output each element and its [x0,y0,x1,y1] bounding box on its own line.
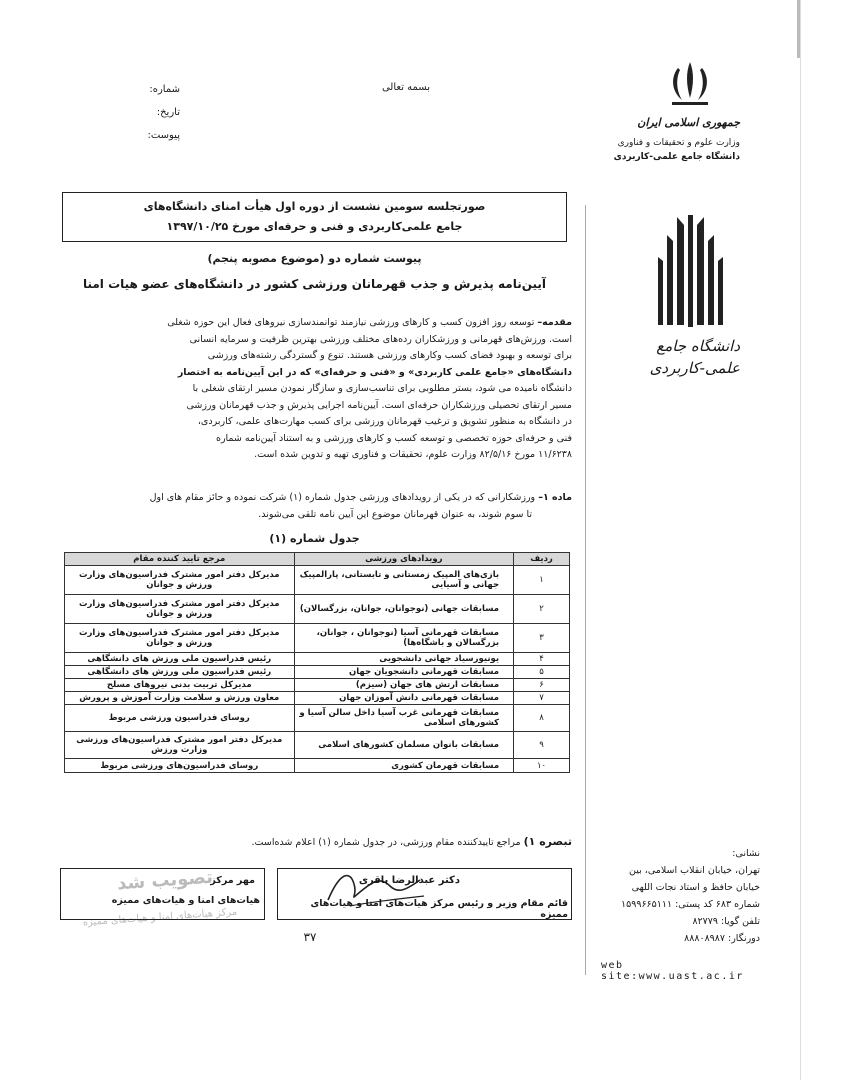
header-row-number: ردیف [514,553,570,566]
authority-cell: روسای فدراسیون‌های ورزشی مربوط [65,759,295,773]
seal-label: مهر مرکز [210,875,255,886]
row-number: ۲ [514,595,570,624]
university-logo-icon [655,205,725,330]
authority-cell: مدیرکل دفتر امور مشترک فدراسیون‌های ورزشی وزارت ورزش [65,732,295,759]
table-row [65,759,570,773]
table-row [65,692,570,705]
annex-title: پیوست شماره دو (موضوع مصوبه پنجم) [207,252,422,265]
website-link[interactable]: web site:www.uast.ac.ir [601,960,744,982]
intro-paragraph [62,315,572,464]
event-cell: مسابقات قهرمان کشوری [294,759,514,773]
table-row [65,595,570,624]
intro-line: توسعه روز افزون کسب و کارهای ورزشی نیازمند توانمندسازی نیروهای فعال این حوزه شغلی [167,317,535,328]
row-number: ۸ [514,705,570,732]
events-table [64,552,570,773]
event-cell: بازی‌های المپیک زمستانی و تابستانی، پارالمپیک جهانی و آسیایی [294,566,514,595]
address-block [600,845,760,947]
logo-text-line2: علمی-کاربردی [649,359,740,377]
article1-line: ورزشکارانی که در یکی از رویدادهای ورزشی جدول شماره (۱) شرکت نموده و حائز مقام های اول [149,492,536,503]
signer-role: قائم مقام وزیر و رئیس مرکز هیات‌های امنا و هیات‌های ممیزه [310,898,568,920]
note-1-label: تبصره ۱) [523,835,572,848]
table-row [65,624,570,653]
row-number: ۱ [514,566,570,595]
margin-divider [585,205,586,975]
intro-line: فنی و حرفه‌ای حوزه تخصصی و توسعه کسب و کارهای ورزشی و به استناد آیین‌نامه شماره [215,432,572,444]
note-1-text: مراجع تاییدکننده مقام ورزشی، در جدول شماره (۱) اعلام شده‌است. [251,837,521,848]
event-cell: مسابقات ارتش های جهان (سیزم) [294,679,514,692]
table-row [65,566,570,595]
intro-line: برای توسعه و بهبود فضای کسب وکارهای ورزشی هستند. تنوع و گستردگی رشته‌های ورزشی [207,350,572,361]
event-cell: مسابقات قهرمانی آسیا (نوجوانان ، جوانان، بزرگسالان و باشگاه‌ها) [294,624,514,653]
event-cell: مسابقات قهرمانی دانش آموزان جهان [294,692,514,705]
row-number: ۷ [514,692,570,705]
meeting-title-line2: جامع علمی‌کاربردی و فنی و حرفه‌ای مورخ ۱۳۹۷/۱۰/۲۵ [166,220,463,233]
signer-name: دکتر عبدالرضا باقری [358,875,460,886]
table-row [65,679,570,692]
table-row [65,732,570,759]
intro-line: در دانشگاه به منظور تشویق و ترغیب قهرمانان ورزشی برای کسب مهارت‌های علمی، کاربردی، [197,416,572,427]
row-number: ۱۰ [514,759,570,773]
authority-cell: مدیرکل دفتر امور مشترک فدراسیون‌های وزارت ورزش و جوانان [65,624,295,653]
row-number: ۴ [514,653,570,666]
stamp-subtext: مرکز هیات‌های امنا و هیات‌های ممیزه [82,906,238,929]
event-cell: مسابقات قهرمانی غرب آسیا داخل سالن آسیا و کشورهای اسلامی [294,705,514,732]
meeting-title-line1: صورتجلسه سومین نشست از دوره اول هیأت امنای دانشگاه‌های [143,200,486,213]
table-row [65,666,570,679]
address-line: شماره ۶۸۳ کد پستی: ۱۵۹۹۶۶۵۱۱۱ [621,899,760,910]
authority-cell: رئیس فدراسیون ملی ورزش های دانشگاهی [65,653,295,666]
table-row [65,653,570,666]
authority-cell: مدیرکل دفتر امور مشترک فدراسیون‌های وزارت ورزش و جوانان [65,595,295,624]
bismillah: بسمه تعالی [381,82,430,93]
seal-center-name: هیات‌های امنا و هیات‌های ممیزه [111,895,260,906]
iran-emblem-icon [660,58,720,114]
regulation-title: آیین‌نامه پذیرش و جذب قهرمانان ورزشی کشور در دانشگاه‌های عضو هیات امنا [82,277,547,291]
table-header-row [65,553,570,566]
intro-line: ۱۱/۶۲۳۸ مورخ ۸۲/۵/۱۶ وزارت علوم، تحقیقات و فناوری تهیه و تدوین شده است. [254,449,572,460]
intro-line: است. ورزش‌های قهرمانی و ورزشکاران رده‌های مختلف ورزشی بهترین ظرفیت و سرمایه انسانی [189,333,572,345]
table-row [65,705,570,732]
meeting-title-box [62,192,567,242]
event-cell: مسابقات جهانی (نوجوانان، جوانان، بزرگسالان) [294,595,514,624]
intro-label: مقدمه– [537,317,572,328]
event-cell: یونیورسیاد جهانی دانشجویی [294,653,514,666]
authority-cell: مدیرکل دفتر امور مشترک فدراسیون‌های وزارت ورزش و جوانان [65,566,295,595]
article1-line: تا سوم شوند، به عنوان قهرمانان موضوع این آیین نامه تلقی می‌شوند. [258,508,532,520]
fax-line: دورنگار: ۸۸۸۰۸۹۸۷ [684,933,760,944]
event-cell: مسابقات بانوان مسلمان کشورهای اسلامی [294,732,514,759]
authority-cell: مدیرکل تربیت بدنی نیروهای مسلح [65,679,295,692]
row-number: ۶ [514,679,570,692]
address-line: تهران، خیابان انقلاب اسلامی، بین [629,865,760,876]
table-caption: جدول شماره (۱) [269,532,360,545]
authority-cell: رئیس فدراسیون ملی ورزش های دانشگاهی [65,666,295,679]
article1-label: ماده ۱– [538,492,572,503]
row-number: ۳ [514,624,570,653]
event-cell: مسابقات قهرمانی دانشجویان جهان [294,666,514,679]
address-line: خیابان حافظ و استاد نجات اللهی [631,882,760,893]
republic-text: جمهوری اسلامی ایران [637,116,740,129]
approval-stamp: تصویب شد [116,866,214,895]
page-number: ۳۷ [303,930,317,944]
ministry-text: وزارت علوم و تحقیقات و فناوری [617,138,740,148]
scan-edge-line [800,0,801,1080]
intro-line: مسیر ارتقای تحصیلی ورزشکاران حرفه‌ای است. آیین‌نامه اجرایی پذیرش و جذب قهرمانان ورزشی [186,399,572,411]
intro-line: دانشگاه‌های «جامع علمی کاربردی» و «فنی و حرفه‌ای» که در این آیین‌نامه به اختصار [177,366,572,378]
article1-paragraph [62,490,572,523]
date-field: تاریخ: [156,107,180,118]
number-field: شماره: [149,84,180,95]
authority-cell: معاون ورزش و سلامت وزارت آموزش و پرورش [65,692,295,705]
address-label: نشانی: [732,848,760,859]
intro-line: دانشگاه نامیده می شود، بستر مطلوبی برای تناسب‌سازی و سازگار نمودن مسیر ارتقای شغلی با [192,383,572,394]
authority-cell: روسای فدراسیون ورزشی مربوط [65,705,295,732]
phone-line: تلفن گویا: ۸۲۷۷۹ [692,916,760,927]
row-number: ۹ [514,732,570,759]
note-1 [180,835,572,848]
header-authority: مرجع تایید کننده مقام [65,553,295,566]
logo-text-line1: دانشگاه جامع [656,337,740,355]
university-text: دانشگاه جامع علمی-کاربردی [613,152,740,162]
row-number: ۵ [514,666,570,679]
header-event: رویدادهای ورزشی [294,553,514,566]
attachment-field: پیوست: [147,130,180,141]
